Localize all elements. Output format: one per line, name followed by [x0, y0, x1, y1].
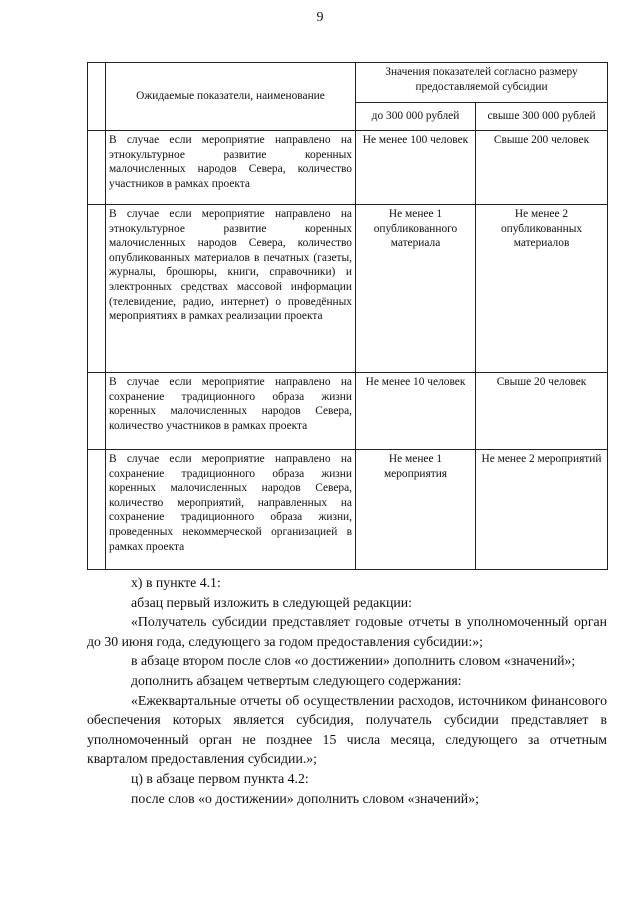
- indicator-label: В случае если мероприятие направлено на этнокультурное развитие коренных малочисленных народов Севера, количество участников в рамках проекта: [106, 131, 356, 205]
- value-over-300k: Свыше 20 человек: [476, 373, 608, 450]
- table-row: [88, 373, 608, 450]
- header-up-to-300k: до 300 000 рублей: [356, 103, 476, 131]
- amendment-text: [87, 573, 607, 808]
- paragraph: дополнить абзацем четвертым следующего содержания:: [131, 672, 462, 688]
- value-up-to-300k: Не менее 1 опубликованного материала: [356, 205, 476, 373]
- value-over-300k: Свыше 200 человек: [476, 131, 608, 205]
- indicator-label: В случае если мероприятие направлено на сохранение традиционного образа жизни коренных малочисленных народов Севера, количество мероприятий, направленных на сохранение традиционного образа жизни, проведенных некоммерческой организацией в рамках проекта: [106, 450, 356, 570]
- header-values-group: Значения показателей согласно размеру предоставляемой субсидии: [356, 63, 608, 103]
- amendment-item-heading: х) в пункте 4.1:: [131, 575, 221, 590]
- table-blank-cell: [88, 450, 106, 570]
- table-row: [88, 450, 608, 570]
- paragraph: абзац первый изложить в следующей редакции:: [131, 594, 412, 610]
- value-up-to-300k: Не менее 1 мероприятия: [356, 450, 476, 570]
- header-indicator-name: Ожидаемые показатели, наименование: [106, 63, 356, 131]
- paragraph: после слов «о достижении» дополнить словом «значений»;: [131, 790, 479, 806]
- table-blank-cell: [88, 205, 106, 373]
- table-blank-cell: [88, 63, 106, 131]
- indicators-table: [87, 62, 608, 570]
- page-number: 9: [316, 10, 324, 25]
- value-up-to-300k: Не менее 10 человек: [356, 373, 476, 450]
- table-row: [88, 131, 608, 205]
- amendment-item-heading: ц) в абзаце первом пункта 4.2:: [131, 770, 309, 786]
- value-up-to-300k: Не менее 100 человек: [356, 131, 476, 205]
- paragraph: в абзаце втором после слов «о достижении» дополнить словом «значений»;: [131, 653, 576, 669]
- table-row: [88, 205, 608, 373]
- quoted-paragraph: «Ежеквартальные отчеты об осуществлении расходов, источником финансового обеспечения которых является субсидия, получатель субсидии представляет в уполномоченный орган не позднее 15 числа месяца, следующего за отчетным кварталом предоставления субсидии.»;: [87, 692, 607, 767]
- value-over-300k: Не менее 2 мероприятий: [476, 450, 608, 570]
- header-over-300k: свыше 300 000 рублей: [476, 103, 608, 131]
- table-blank-cell: [88, 131, 106, 205]
- table-header-row: [88, 63, 608, 103]
- indicator-label: В случае если мероприятие направлено на этнокультурное развитие коренных малочисленных народов Севера, количество опубликованных материалов в печатных (газеты, журналы, брошюры, книги, справочники) и электронных средствах массовой информации (телевидение, радио, интернет) о проведённых мероприятиях в рамках реализации проекта: [106, 205, 356, 373]
- indicator-label: В случае если мероприятие направлено на сохранение традиционного образа жизни коренных малочисленных народов Севера, количество участников в рамках проекта: [106, 373, 356, 450]
- table-blank-cell: [88, 373, 106, 450]
- value-over-300k: Не менее 2 опубликованных материалов: [476, 205, 608, 373]
- quoted-paragraph: «Получатель субсидии представляет годовые отчеты в уполномоченный орган до 30 июня года, следующего за годом предоставления субсидии:»;: [87, 614, 607, 649]
